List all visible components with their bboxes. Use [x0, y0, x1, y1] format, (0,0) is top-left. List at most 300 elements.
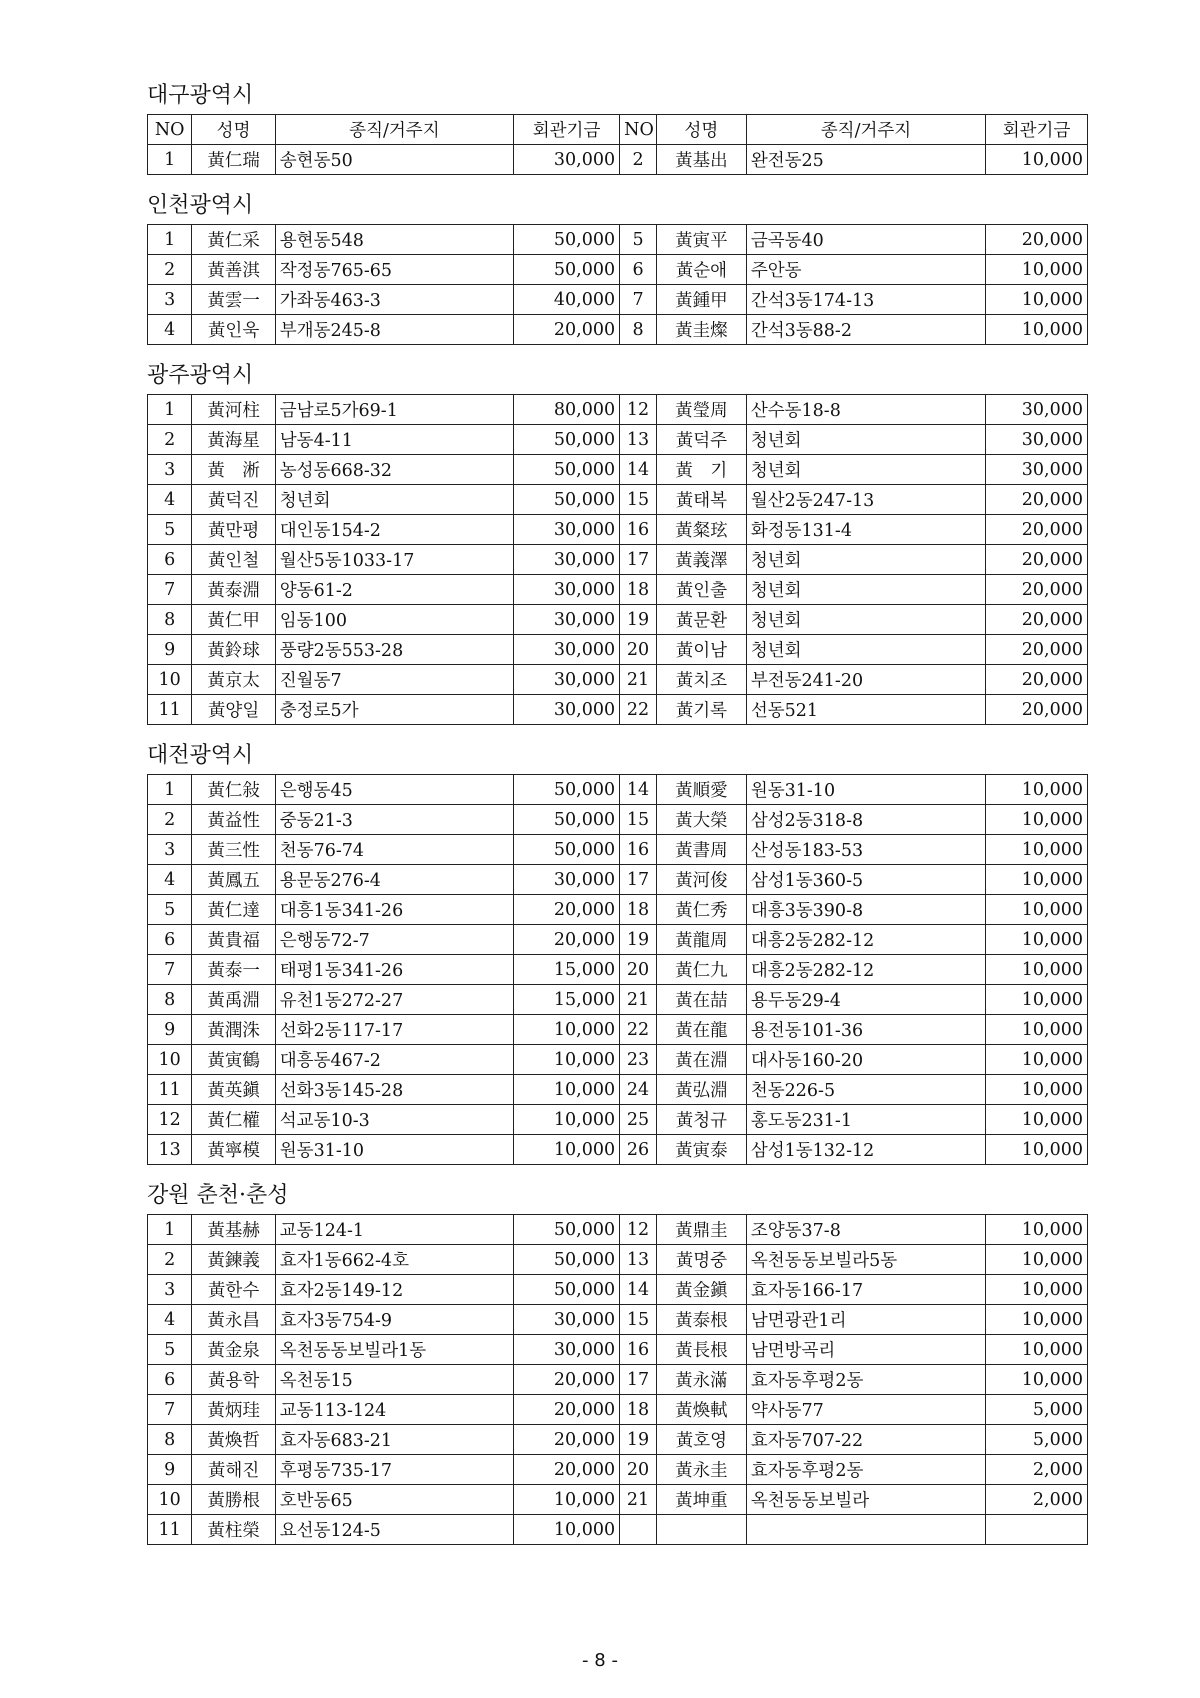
- donor-name: 黃仁九: [656, 955, 746, 985]
- column-header: NO: [148, 115, 192, 145]
- donor-name: 黃坤重: [656, 1485, 746, 1515]
- donor-name: 黃粲玹: [656, 515, 746, 545]
- donor-number: 17: [620, 545, 657, 575]
- donation-amount: 10,000: [986, 955, 1088, 985]
- donor-address: 용문동276-4: [275, 865, 513, 895]
- donation-amount: 20,000: [986, 605, 1088, 635]
- donor-address: 원동31-10: [746, 775, 985, 805]
- donor-number: 26: [620, 1135, 657, 1165]
- donor-address: 산성동183-53: [746, 835, 985, 865]
- donor-number: 2: [620, 145, 657, 175]
- donor-name: 黃河柱: [192, 395, 275, 425]
- donor-name: 黃인철: [192, 545, 275, 575]
- donor-address: 월산2동247-13: [746, 485, 985, 515]
- donor-address: 용현동548: [275, 225, 513, 255]
- donor-address: 옥천동동보빌라1동: [275, 1335, 513, 1365]
- donor-number: 15: [620, 1305, 657, 1335]
- donation-amount: 50,000: [514, 775, 620, 805]
- donation-amount: 30,000: [514, 1335, 620, 1365]
- donor-number: 16: [620, 515, 657, 545]
- donation-amount: 30,000: [514, 575, 620, 605]
- donor-name: 黃해진: [192, 1455, 275, 1485]
- donor-address: 남면광관1리: [746, 1305, 985, 1335]
- donor-address: 임동100: [275, 605, 513, 635]
- donor-number: 8: [148, 985, 192, 1015]
- donation-amount: 50,000: [514, 1275, 620, 1305]
- donation-amount: 10,000: [986, 1335, 1088, 1365]
- donor-address: 진월동7: [275, 665, 513, 695]
- donor-name: 黃海星: [192, 425, 275, 455]
- donor-number: 22: [620, 1015, 657, 1045]
- donor-number: 20: [620, 955, 657, 985]
- donation-amount: 10,000: [986, 1305, 1088, 1335]
- donor-name: 黃河俊: [656, 865, 746, 895]
- donation-amount: 20,000: [986, 545, 1088, 575]
- table-row: [148, 1275, 1088, 1305]
- column-header: NO: [620, 115, 657, 145]
- donor-address: 충정로5가: [275, 695, 513, 725]
- donor-address: 삼성1동360-5: [746, 865, 985, 895]
- donor-name: 黃龍周: [656, 925, 746, 955]
- donor-number: 7: [148, 1395, 192, 1425]
- column-header: 종직/거주지: [275, 115, 513, 145]
- column-header: 회관기금: [986, 115, 1088, 145]
- table-row: [148, 775, 1088, 805]
- donor-name: 黃義澤: [656, 545, 746, 575]
- donor-address: 중동21-3: [275, 805, 513, 835]
- table-row: [148, 1395, 1088, 1425]
- table-row: [148, 1215, 1088, 1245]
- donation-amount: 10,000: [986, 145, 1088, 175]
- donor-address: 약사동77: [746, 1395, 985, 1425]
- donation-amount: 10,000: [986, 805, 1088, 835]
- table-row: [148, 225, 1088, 255]
- donor-number: 1: [148, 145, 192, 175]
- donor-number: 5: [148, 895, 192, 925]
- donor-address: 남면방곡리: [746, 1335, 985, 1365]
- donor-address: 남동4-11: [275, 425, 513, 455]
- table-row: [148, 545, 1088, 575]
- donor-name: 黃용학: [192, 1365, 275, 1395]
- donation-amount: 10,000: [986, 1215, 1088, 1245]
- donor-number: 3: [148, 1275, 192, 1305]
- donor-address: 용전동101-36: [746, 1015, 985, 1045]
- donation-amount: 15,000: [514, 955, 620, 985]
- donor-name: 黃덕진: [192, 485, 275, 515]
- donor-number: 4: [148, 1305, 192, 1335]
- donor-number: 6: [148, 925, 192, 955]
- donation-amount: 5,000: [986, 1425, 1088, 1455]
- donor-name: 黃長根: [656, 1335, 746, 1365]
- table-row: [148, 1515, 1088, 1545]
- table-row: [148, 805, 1088, 835]
- donation-amount: 2,000: [986, 1485, 1088, 1515]
- donation-amount: 20,000: [514, 315, 620, 345]
- donation-amount: 20,000: [514, 925, 620, 955]
- section-title: 강원 춘천·춘성: [147, 1183, 289, 1208]
- donor-number: 24: [620, 1075, 657, 1105]
- donor-name: 黃인욱: [192, 315, 275, 345]
- donation-amount: 2,000: [986, 1455, 1088, 1485]
- donor-number: 9: [148, 1015, 192, 1045]
- donor-address: 석교동10-3: [275, 1105, 513, 1135]
- donor-number: 7: [148, 575, 192, 605]
- table-row: [148, 955, 1088, 985]
- table-row: [148, 635, 1088, 665]
- column-header: 회관기금: [514, 115, 620, 145]
- donor-address: 간석3동174-13: [746, 285, 985, 315]
- donor-address: 태평1동341-26: [275, 955, 513, 985]
- section-gap: [147, 725, 1088, 738]
- donor-address: 용두동29-4: [746, 985, 985, 1015]
- donor-number: 8: [148, 605, 192, 635]
- donor-number: 23: [620, 1045, 657, 1075]
- table-row: [148, 455, 1088, 485]
- donor-number: 18: [620, 1395, 657, 1425]
- donor-number: 10: [148, 665, 192, 695]
- donor-number: 25: [620, 1105, 657, 1135]
- donor-name: 黃호영: [656, 1425, 746, 1455]
- donation-amount: 30,000: [514, 695, 620, 725]
- donor-address: 청년회: [746, 635, 985, 665]
- donor-name: 黃仁采: [192, 225, 275, 255]
- donor-name: 黃한수: [192, 1275, 275, 1305]
- donation-amount: 50,000: [514, 1215, 620, 1245]
- donor-number: 22: [620, 695, 657, 725]
- donor-name: 黃煥哲: [192, 1425, 275, 1455]
- donation-amount: 10,000: [986, 835, 1088, 865]
- column-header: 성명: [656, 115, 746, 145]
- donor-name: [656, 1515, 746, 1545]
- donor-name: 黃仁敍: [192, 775, 275, 805]
- donation-amount: 10,000: [986, 1135, 1088, 1165]
- donor-name: 黃鍾甲: [656, 285, 746, 315]
- donor-address: 효자동683-21: [275, 1425, 513, 1455]
- donor-name: 黃永昌: [192, 1305, 275, 1335]
- donation-amount: 30,000: [514, 515, 620, 545]
- donor-address: 효자2동149-12: [275, 1275, 513, 1305]
- donor-address: 선화2동117-17: [275, 1015, 513, 1045]
- donor-name: 黃順愛: [656, 775, 746, 805]
- donor-name: 黃鈴球: [192, 635, 275, 665]
- donor-number: 10: [148, 1485, 192, 1515]
- table-header-row: [148, 115, 1088, 145]
- donor-address: 화정동131-4: [746, 515, 985, 545]
- donor-number: 7: [620, 285, 657, 315]
- donor-name: 黃書周: [656, 835, 746, 865]
- donor-number: 9: [148, 635, 192, 665]
- donor-table: [147, 1214, 1088, 1545]
- donor-name: 黃寧模: [192, 1135, 275, 1165]
- column-header: 성명: [192, 115, 275, 145]
- donor-address: 교동124-1: [275, 1215, 513, 1245]
- document-body: [147, 78, 1088, 1545]
- donor-number: 6: [620, 255, 657, 285]
- donor-address: 송현동50: [275, 145, 513, 175]
- donor-number: 13: [148, 1135, 192, 1165]
- donor-address: 대사동160-20: [746, 1045, 985, 1075]
- donor-address: 옥천동15: [275, 1365, 513, 1395]
- donor-address: 대인동154-2: [275, 515, 513, 545]
- table-row: [148, 1075, 1088, 1105]
- donor-address: 청년회: [746, 575, 985, 605]
- donor-address: 완전동25: [746, 145, 985, 175]
- donation-amount: 10,000: [514, 1015, 620, 1045]
- donor-number: 8: [620, 315, 657, 345]
- donor-name: 黃大榮: [656, 805, 746, 835]
- donor-address: 대흥3동390-8: [746, 895, 985, 925]
- donation-amount: 30,000: [514, 145, 620, 175]
- donor-number: 13: [620, 1245, 657, 1275]
- donor-name: 黃 淅: [192, 455, 275, 485]
- table-row: [148, 1135, 1088, 1165]
- donor-address: 월산5동1033-17: [275, 545, 513, 575]
- donor-address: 효자3동754-9: [275, 1305, 513, 1335]
- donor-name: 黃鼎圭: [656, 1215, 746, 1245]
- donor-number: 4: [148, 865, 192, 895]
- section-title: 광주광역시: [147, 363, 254, 388]
- donation-amount: 80,000: [514, 395, 620, 425]
- donor-name: 黃문환: [656, 605, 746, 635]
- donor-name: 黃泰淵: [192, 575, 275, 605]
- table-row: [148, 1485, 1088, 1515]
- donor-address: 작정동765-65: [275, 255, 513, 285]
- donor-address: 삼성2동318-8: [746, 805, 985, 835]
- donation-amount: 20,000: [514, 1365, 620, 1395]
- donor-name: 黃 기: [656, 455, 746, 485]
- donor-name: 黃三性: [192, 835, 275, 865]
- donation-amount: 50,000: [514, 1245, 620, 1275]
- donor-name: 黃만평: [192, 515, 275, 545]
- donation-amount: 30,000: [986, 395, 1088, 425]
- donor-number: [620, 1515, 657, 1545]
- donation-amount: 30,000: [514, 1305, 620, 1335]
- donation-amount: 20,000: [986, 225, 1088, 255]
- donor-number: 14: [620, 1275, 657, 1305]
- donor-address: 청년회: [746, 455, 985, 485]
- donor-address: 천동76-74: [275, 835, 513, 865]
- donor-name: 黃泰根: [656, 1305, 746, 1335]
- donation-amount: 10,000: [986, 255, 1088, 285]
- donor-address: 대흥2동282-12: [746, 955, 985, 985]
- donation-amount: 10,000: [986, 985, 1088, 1015]
- donation-amount: 20,000: [986, 665, 1088, 695]
- donation-amount: 50,000: [514, 835, 620, 865]
- donation-amount: 10,000: [986, 865, 1088, 895]
- donor-address: 효자동후평2동: [746, 1365, 985, 1395]
- donor-number: 10: [148, 1045, 192, 1075]
- donation-amount: 30,000: [514, 665, 620, 695]
- donor-address: 삼성1동132-12: [746, 1135, 985, 1165]
- donor-name: 黃金鎭: [656, 1275, 746, 1305]
- donation-amount: 30,000: [986, 455, 1088, 485]
- donor-table: [147, 114, 1088, 175]
- donor-address: 홍도동231-1: [746, 1105, 985, 1135]
- table-row: [148, 485, 1088, 515]
- donor-name: 黃禹淵: [192, 985, 275, 1015]
- donor-name: 黃仁秀: [656, 895, 746, 925]
- donation-amount: 20,000: [986, 485, 1088, 515]
- donor-address: 은행동45: [275, 775, 513, 805]
- donor-number: 2: [148, 255, 192, 285]
- donor-number: 1: [148, 225, 192, 255]
- donor-table: [147, 394, 1088, 725]
- donor-name: 黃英鎭: [192, 1075, 275, 1105]
- donation-amount: 20,000: [514, 1455, 620, 1485]
- donor-address: 선화3동145-28: [275, 1075, 513, 1105]
- table-row: [148, 605, 1088, 635]
- section-gap: [147, 1165, 1088, 1178]
- donor-name: 黃金泉: [192, 1335, 275, 1365]
- donor-name: 黃치조: [656, 665, 746, 695]
- table-row: [148, 315, 1088, 345]
- donor-name: 黃柱榮: [192, 1515, 275, 1545]
- donor-number: 20: [620, 635, 657, 665]
- donor-number: 17: [620, 865, 657, 895]
- donation-amount: 30,000: [986, 425, 1088, 455]
- donor-name: 黃泰一: [192, 955, 275, 985]
- donation-amount: 50,000: [514, 455, 620, 485]
- donor-number: 3: [148, 455, 192, 485]
- donor-name: 黃京太: [192, 665, 275, 695]
- table-row: [148, 1425, 1088, 1455]
- donor-number: 7: [148, 955, 192, 985]
- donation-amount: 10,000: [986, 315, 1088, 345]
- donor-name: 黃雲一: [192, 285, 275, 315]
- donor-number: 5: [148, 515, 192, 545]
- section-gap: [147, 345, 1088, 358]
- donor-number: 1: [148, 775, 192, 805]
- table-row: [148, 1045, 1088, 1075]
- donor-address: 간석3동88-2: [746, 315, 985, 345]
- donor-number: 6: [148, 545, 192, 575]
- region-section: [147, 738, 1088, 1165]
- donor-address: 금곡동40: [746, 225, 985, 255]
- donor-name: 黃基赫: [192, 1215, 275, 1245]
- donor-address: 농성동668-32: [275, 455, 513, 485]
- donor-address: 대흥1동341-26: [275, 895, 513, 925]
- donation-amount: 20,000: [986, 575, 1088, 605]
- donor-address: 청년회: [275, 485, 513, 515]
- donor-name: 黃기록: [656, 695, 746, 725]
- donor-address: 효자1동662-4호: [275, 1245, 513, 1275]
- donation-amount: 10,000: [514, 1515, 620, 1545]
- donor-name: 黃益性: [192, 805, 275, 835]
- donor-address: 청년회: [746, 425, 985, 455]
- donor-address: 은행동72-7: [275, 925, 513, 955]
- donor-name: 黃仁甲: [192, 605, 275, 635]
- donor-name: 黃在淵: [656, 1045, 746, 1075]
- donor-name: 黃永滿: [656, 1365, 746, 1395]
- donor-address: 효자동166-17: [746, 1275, 985, 1305]
- donor-number: 9: [148, 1455, 192, 1485]
- donation-amount: 10,000: [986, 285, 1088, 315]
- donor-number: 4: [148, 485, 192, 515]
- donor-number: 18: [620, 895, 657, 925]
- donor-number: 15: [620, 805, 657, 835]
- donor-number: 12: [620, 395, 657, 425]
- donation-amount: 10,000: [514, 1135, 620, 1165]
- donor-name: 黃善淇: [192, 255, 275, 285]
- table-row: [148, 515, 1088, 545]
- donor-address: 선동521: [746, 695, 985, 725]
- donor-name: 黃鍊義: [192, 1245, 275, 1275]
- donation-amount: 10,000: [986, 1275, 1088, 1305]
- donor-number: 15: [620, 485, 657, 515]
- donor-address: 대흥동467-2: [275, 1045, 513, 1075]
- donor-address: 산수동18-8: [746, 395, 985, 425]
- donor-number: 3: [148, 835, 192, 865]
- donor-address: 천동226-5: [746, 1075, 985, 1105]
- donor-address: 가좌동463-3: [275, 285, 513, 315]
- donor-number: 19: [620, 925, 657, 955]
- donation-amount: 30,000: [514, 865, 620, 895]
- region-section: [147, 1178, 1088, 1545]
- donation-amount: 10,000: [986, 1075, 1088, 1105]
- donor-number: 13: [620, 425, 657, 455]
- donor-number: 21: [620, 1485, 657, 1515]
- region-section: [147, 78, 1088, 175]
- donor-address: 원동31-10: [275, 1135, 513, 1165]
- table-row: [148, 665, 1088, 695]
- region-section: [147, 188, 1088, 345]
- donor-address: 대흥2동282-12: [746, 925, 985, 955]
- donor-name: 黃在龍: [656, 1015, 746, 1045]
- donor-number: 12: [148, 1105, 192, 1135]
- donation-amount: 50,000: [514, 425, 620, 455]
- donor-name: 黃瑩周: [656, 395, 746, 425]
- section-title: 대전광역시: [147, 743, 254, 768]
- table-row: [148, 865, 1088, 895]
- section-title: 대구광역시: [147, 83, 254, 108]
- donation-amount: 50,000: [514, 805, 620, 835]
- donor-number: 16: [620, 835, 657, 865]
- donor-number: 8: [148, 1425, 192, 1455]
- donor-name: 黃圭燦: [656, 315, 746, 345]
- donor-table: [147, 774, 1088, 1165]
- donor-address: 효자동후평2동: [746, 1455, 985, 1485]
- donor-name: 黃炳珪: [192, 1395, 275, 1425]
- donor-name: 黃寅鶴: [192, 1045, 275, 1075]
- donor-number: 12: [620, 1215, 657, 1245]
- table-row: [148, 985, 1088, 1015]
- donor-address: 양동61-2: [275, 575, 513, 605]
- donor-name: 黃寅平: [656, 225, 746, 255]
- donor-number: 19: [620, 1425, 657, 1455]
- donor-address: 요선동124-5: [275, 1515, 513, 1545]
- section-title: 인천광역시: [147, 193, 254, 218]
- donor-number: 18: [620, 575, 657, 605]
- table-row: [148, 575, 1088, 605]
- donation-amount: 10,000: [986, 1015, 1088, 1045]
- donor-address: 청년회: [746, 545, 985, 575]
- table-row: [148, 425, 1088, 455]
- section-gap: [147, 175, 1088, 188]
- donation-amount: 50,000: [514, 225, 620, 255]
- donation-amount: 10,000: [986, 1245, 1088, 1275]
- table-row: [148, 835, 1088, 865]
- donor-address: 조양동37-8: [746, 1215, 985, 1245]
- donor-number: 17: [620, 1365, 657, 1395]
- donation-amount: 50,000: [514, 255, 620, 285]
- donation-amount: 10,000: [986, 775, 1088, 805]
- table-row: [148, 1305, 1088, 1335]
- donor-number: 1: [148, 395, 192, 425]
- donor-name: 黃仁達: [192, 895, 275, 925]
- donor-number: 2: [148, 1245, 192, 1275]
- donor-address: [746, 1515, 985, 1545]
- donation-amount: 40,000: [514, 285, 620, 315]
